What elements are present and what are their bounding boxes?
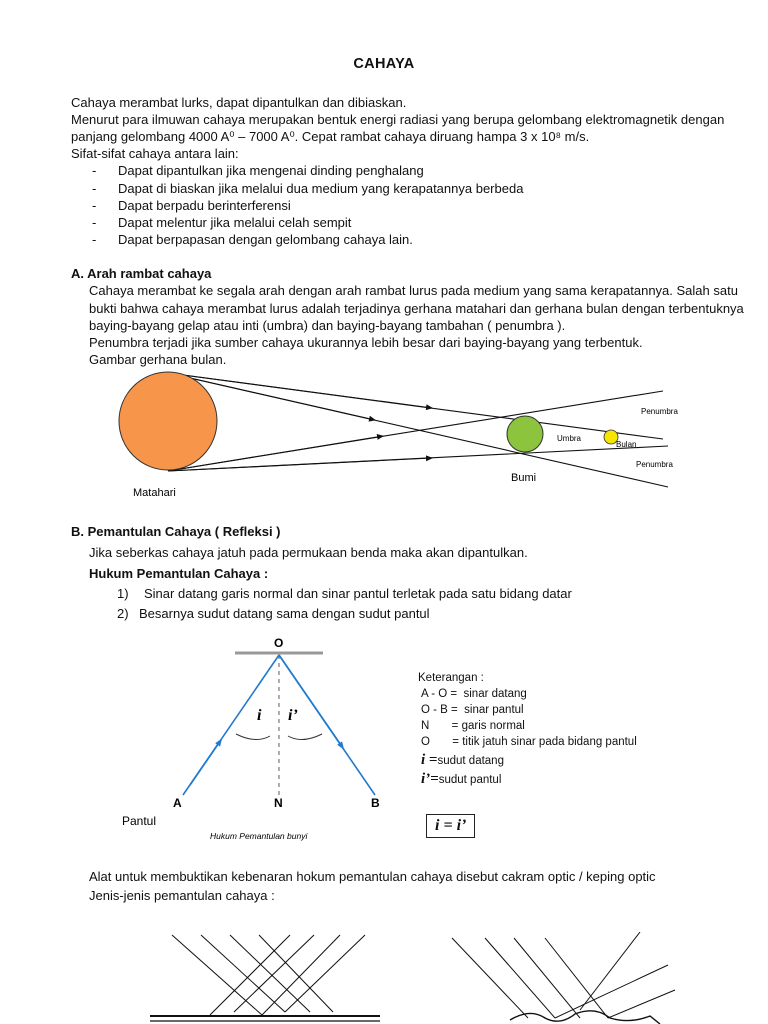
section-a-line-5: Gambar gerhana bulan. [89,352,227,367]
eclipse-rays [168,373,668,487]
i-symbol: i = [421,752,438,768]
point-o-label: O [274,636,284,650]
regular-reflection-diagram [150,935,380,1021]
point-a-label: A [173,796,182,810]
page-title: CAHAYA [353,56,415,72]
angle-arc-left [236,734,270,740]
sun-label: Matahari [133,487,176,499]
ip-text: sudut pantul [438,774,502,786]
point-n-label: N [274,796,283,810]
bullet-dash: - [92,181,97,196]
legend-block [418,670,637,788]
intro-line-4: Sifat-sifat cahaya antara lain: [71,146,239,161]
section-b-heading: B. Pemantulan Cahaya ( Refleksi ) [71,524,281,539]
section-a-line-3: baying-bayang gelap atau inti (umbra) dan baying-bayang tambahan ( penumbra ). [89,318,566,333]
section-a-heading: A. Arah rambat cahaya [71,266,212,281]
list-item-text: Dapat di biaskan jika melalui dua medium yang kerapatannya berbeda [118,181,524,196]
incident-arrow [190,740,221,785]
formula-box: i = i’ [426,814,475,838]
reflected-arrow [279,655,343,748]
i-prime-symbol: i’= [421,771,439,787]
intro-line-2: Menurut para ilmuwan cahaya merupakan bentuk energi radiasi yang berupa gelombang elektromagnetik dengan [71,112,725,127]
law-title: Hukum Pemantulan Cahaya : [89,566,269,581]
penumbra-top-label: Penumbra [641,407,678,416]
bullet-dash: - [92,215,97,230]
umbra-label: Umbra [557,434,582,443]
closing-line-2: Jenis-jenis pemantulan cahaya : [89,888,275,903]
legend-item: N = garis normal [421,720,525,732]
legend-item: O = titik jatuh sinar pada bidang pantul [421,736,637,748]
legend-item: O - B = sinar pantul [421,704,524,716]
legend-item: A - O = sinar datang [421,688,527,700]
law-text: Sinar datang garis normal dan sinar pantul terletak pada satu bidang datar [144,586,572,601]
list-item-text: Dapat dipantulkan jika mengenai dinding penghalang [118,163,424,178]
bullet-dash: - [92,198,97,213]
list-item-text: Dapat berpadu berinterferensi [118,198,291,213]
sun-shape [119,372,217,470]
earth-shape [507,416,543,452]
moon-label: Bulan [616,440,637,449]
reflection-caption: Hukum Pemantulan bunyi [210,831,308,841]
section-a-line-4: Penumbra terjadi jika sumber cahaya ukurannya lebih besar dari baying-bayang yang terbentuk. [89,335,643,350]
bullet-dash: - [92,232,97,247]
legend-i-row [418,752,637,769]
intro-line-1: Cahaya merambat lurks, dapat dipantulkan dan dibiaskan. [71,95,407,110]
law-item [117,605,430,622]
earth-label: Bumi [511,472,537,484]
law-text: Besarnya sudut datang sama dengan sudut pantul [139,606,430,621]
legend-title: Keterangan : [418,672,484,684]
angle-arc-right [288,734,322,740]
law-number: 2) [117,606,129,621]
intro-line-3: panjang gelombang 4000 A⁰ – 7000 A⁰. Cepat rambat cahaya diruang hampa 3 x 10⁸ m/s. [71,129,590,144]
i-text: sudut datang [437,755,504,767]
section-b-line-1: Jika seberkas cahaya jatuh pada permukaan benda maka akan dipantulkan. [89,545,528,560]
angle-i-prime-label: i’ [288,707,298,724]
bullet-dash: - [92,163,97,178]
list-item-text: Dapat melentur jika melalui celah sempit [118,215,352,230]
list-item-text: Dapat berpapasan dengan gelombang cahaya lain. [118,232,413,247]
angle-i-label: i [257,707,262,724]
section-a-line-2: bukti bahwa cahaya merambat lurus adalah terjadinya gerhana matahari dan gerhana bulan dengan terbentuknya [89,301,744,316]
law-number: 1) [117,586,129,601]
penumbra-bottom-label: Penumbra [636,460,673,469]
closing-line-1: Alat untuk membuktikan kebenaran hokum pemantulan cahaya disebut cakram optic / keping optic [89,869,656,884]
law-item [117,585,572,602]
pantul-label: Pantul [122,814,157,828]
section-a-line-1: Cahaya merambat ke segala arah dengan arah rambat lurus pada medium yang sama kerapatannya. Salah satu [89,283,738,298]
legend-ip-row [418,771,637,788]
diffuse-reflection-diagram [452,932,675,1024]
point-b-label: B [371,796,380,810]
